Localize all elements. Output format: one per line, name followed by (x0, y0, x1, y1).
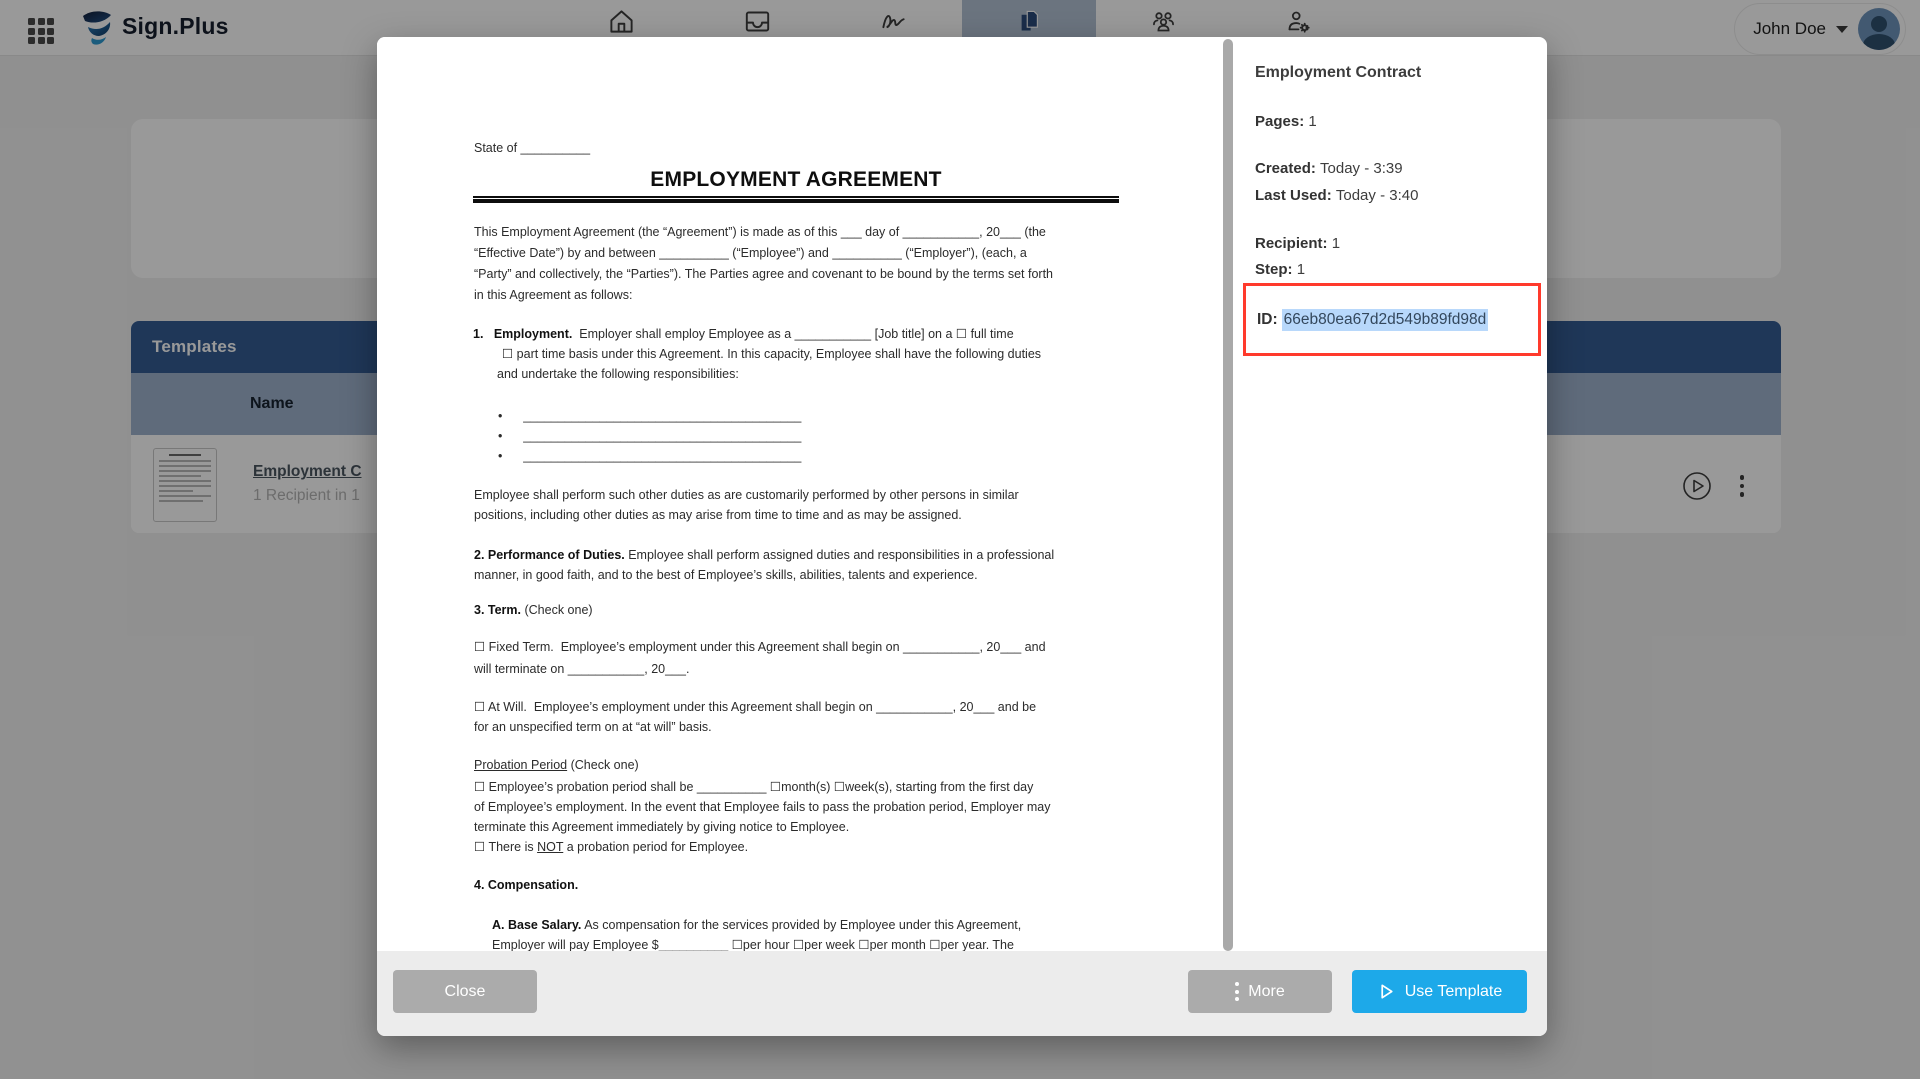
doc-line: positions, including other duties as may arise from time to time and as may be assigned. (474, 508, 962, 522)
templates-title: Templates (152, 337, 237, 356)
brand-name: Sign.Plus (122, 13, 229, 39)
doc-line: ☐ There is NOT a probation period for Employee. (474, 840, 749, 854)
document-preview (377, 37, 1223, 951)
last-used-row: Last Used : Today - 3:40 (1255, 187, 1418, 204)
doc-line: 1. Employment. Employer shall employ Employee as a ___________ [Job title] on a ☐ full time (473, 327, 1014, 341)
doc-line: ☐ Employee’s probation period shall be __________ ☐month(s) ☐week(s), starting from the first day (474, 780, 1034, 794)
play-icon (1377, 982, 1396, 1001)
doc-line: for an unspecified term on at “at will” basis. (474, 720, 712, 734)
step-row: Step : 1 (1255, 261, 1305, 278)
document-page (377, 37, 1223, 951)
doc-line: • ________________________________________ (498, 429, 802, 443)
document-title: EMPLOYMENT AGREEMENT (650, 168, 942, 191)
doc-line: manner, in good faith, and to the best of Employee’s skills, abilities, talents and experience. (474, 568, 978, 582)
template-id-highlight-box (1243, 283, 1541, 356)
doc-line: and undertake the following responsibilities: (497, 367, 739, 381)
title-rule (473, 196, 1119, 203)
preview-scrollbar[interactable] (1223, 39, 1233, 951)
doc-line: This Employment Agreement (the “Agreement”) is made as of this ___ day of ___________, 20___ (the (474, 225, 1046, 239)
doc-line: “Party” and collectively, the “Parties”). The Parties agree and covenant to be bound by the terms set forth (474, 267, 1053, 281)
doc-line: ☐ At Will. Employee’s employment under this Agreement shall begin on ___________, 20___ and be (474, 700, 1037, 714)
doc-line: • ________________________________________ (498, 449, 802, 463)
doc-line: ☐ part time basis under this Agreement. In this capacity, Employee shall have the following duties (502, 347, 1042, 361)
close-button[interactable]: Close (393, 970, 537, 1013)
template-title: Employment Contract (1255, 64, 1422, 81)
template-details-panel (1237, 37, 1547, 951)
doc-line: 2. Performance of Duties. Employee shall perform assigned duties and responsibilities in a professional (474, 548, 1055, 562)
name-column-label: Name (250, 395, 294, 412)
recipient-row: Recipient : 1 (1255, 235, 1340, 252)
doc-line: “Effective Date”) by and between __________ (“Employee”) and __________ (“Employer”), (each, a (474, 246, 1027, 260)
doc-line: of Employee’s employment. In the event that Employee fails to pass the probation period, Employer may (474, 800, 1051, 814)
user-name: John Doe (1753, 19, 1826, 38)
doc-line: Employee shall perform such other duties as are customarily performed by other persons in similar (474, 488, 1019, 502)
doc-line: terminate this Agreement immediately by giving notice to Employee. (474, 820, 850, 834)
pages-row: Pages : 1 (1255, 113, 1317, 130)
modal-footer (377, 951, 1547, 1036)
id-label: ID : (1257, 311, 1278, 329)
doc-line: State of __________ (474, 141, 591, 155)
doc-line: will terminate on ___________, 20___. (474, 662, 690, 676)
template-id-value[interactable]: 66eb80ea67d2d549b89fd98d (1282, 309, 1489, 331)
doc-line: 3. Term. (Check one) (474, 603, 593, 617)
created-row: Created : Today - 3:39 (1255, 160, 1403, 177)
template-row-subtitle: 1 Recipient in 1 (253, 487, 360, 504)
doc-line: ☐ Fixed Term. Employee’s employment under this Agreement shall begin on ___________, 20___ and (474, 640, 1046, 654)
doc-line: in this Agreement as follows: (474, 288, 633, 302)
template-preview-modal (377, 37, 1547, 1036)
more-button[interactable]: More (1188, 970, 1332, 1013)
doc-line: Employer will pay Employee $__________ ☐per hour ☐per week ☐per month ☐per year. The (492, 938, 1014, 951)
template-row-title[interactable]: Employment C (253, 463, 362, 480)
doc-line: A. Base Salary. As compensation for the services provided by Employee under this Agreement, (492, 918, 1022, 932)
doc-line: Probation Period (Check one) (474, 758, 639, 772)
doc-line: • ________________________________________ (498, 409, 802, 423)
doc-line: 4. Compensation. (474, 878, 579, 892)
use-template-button[interactable]: Use Template (1352, 970, 1527, 1013)
kebab-icon (1235, 982, 1239, 1001)
